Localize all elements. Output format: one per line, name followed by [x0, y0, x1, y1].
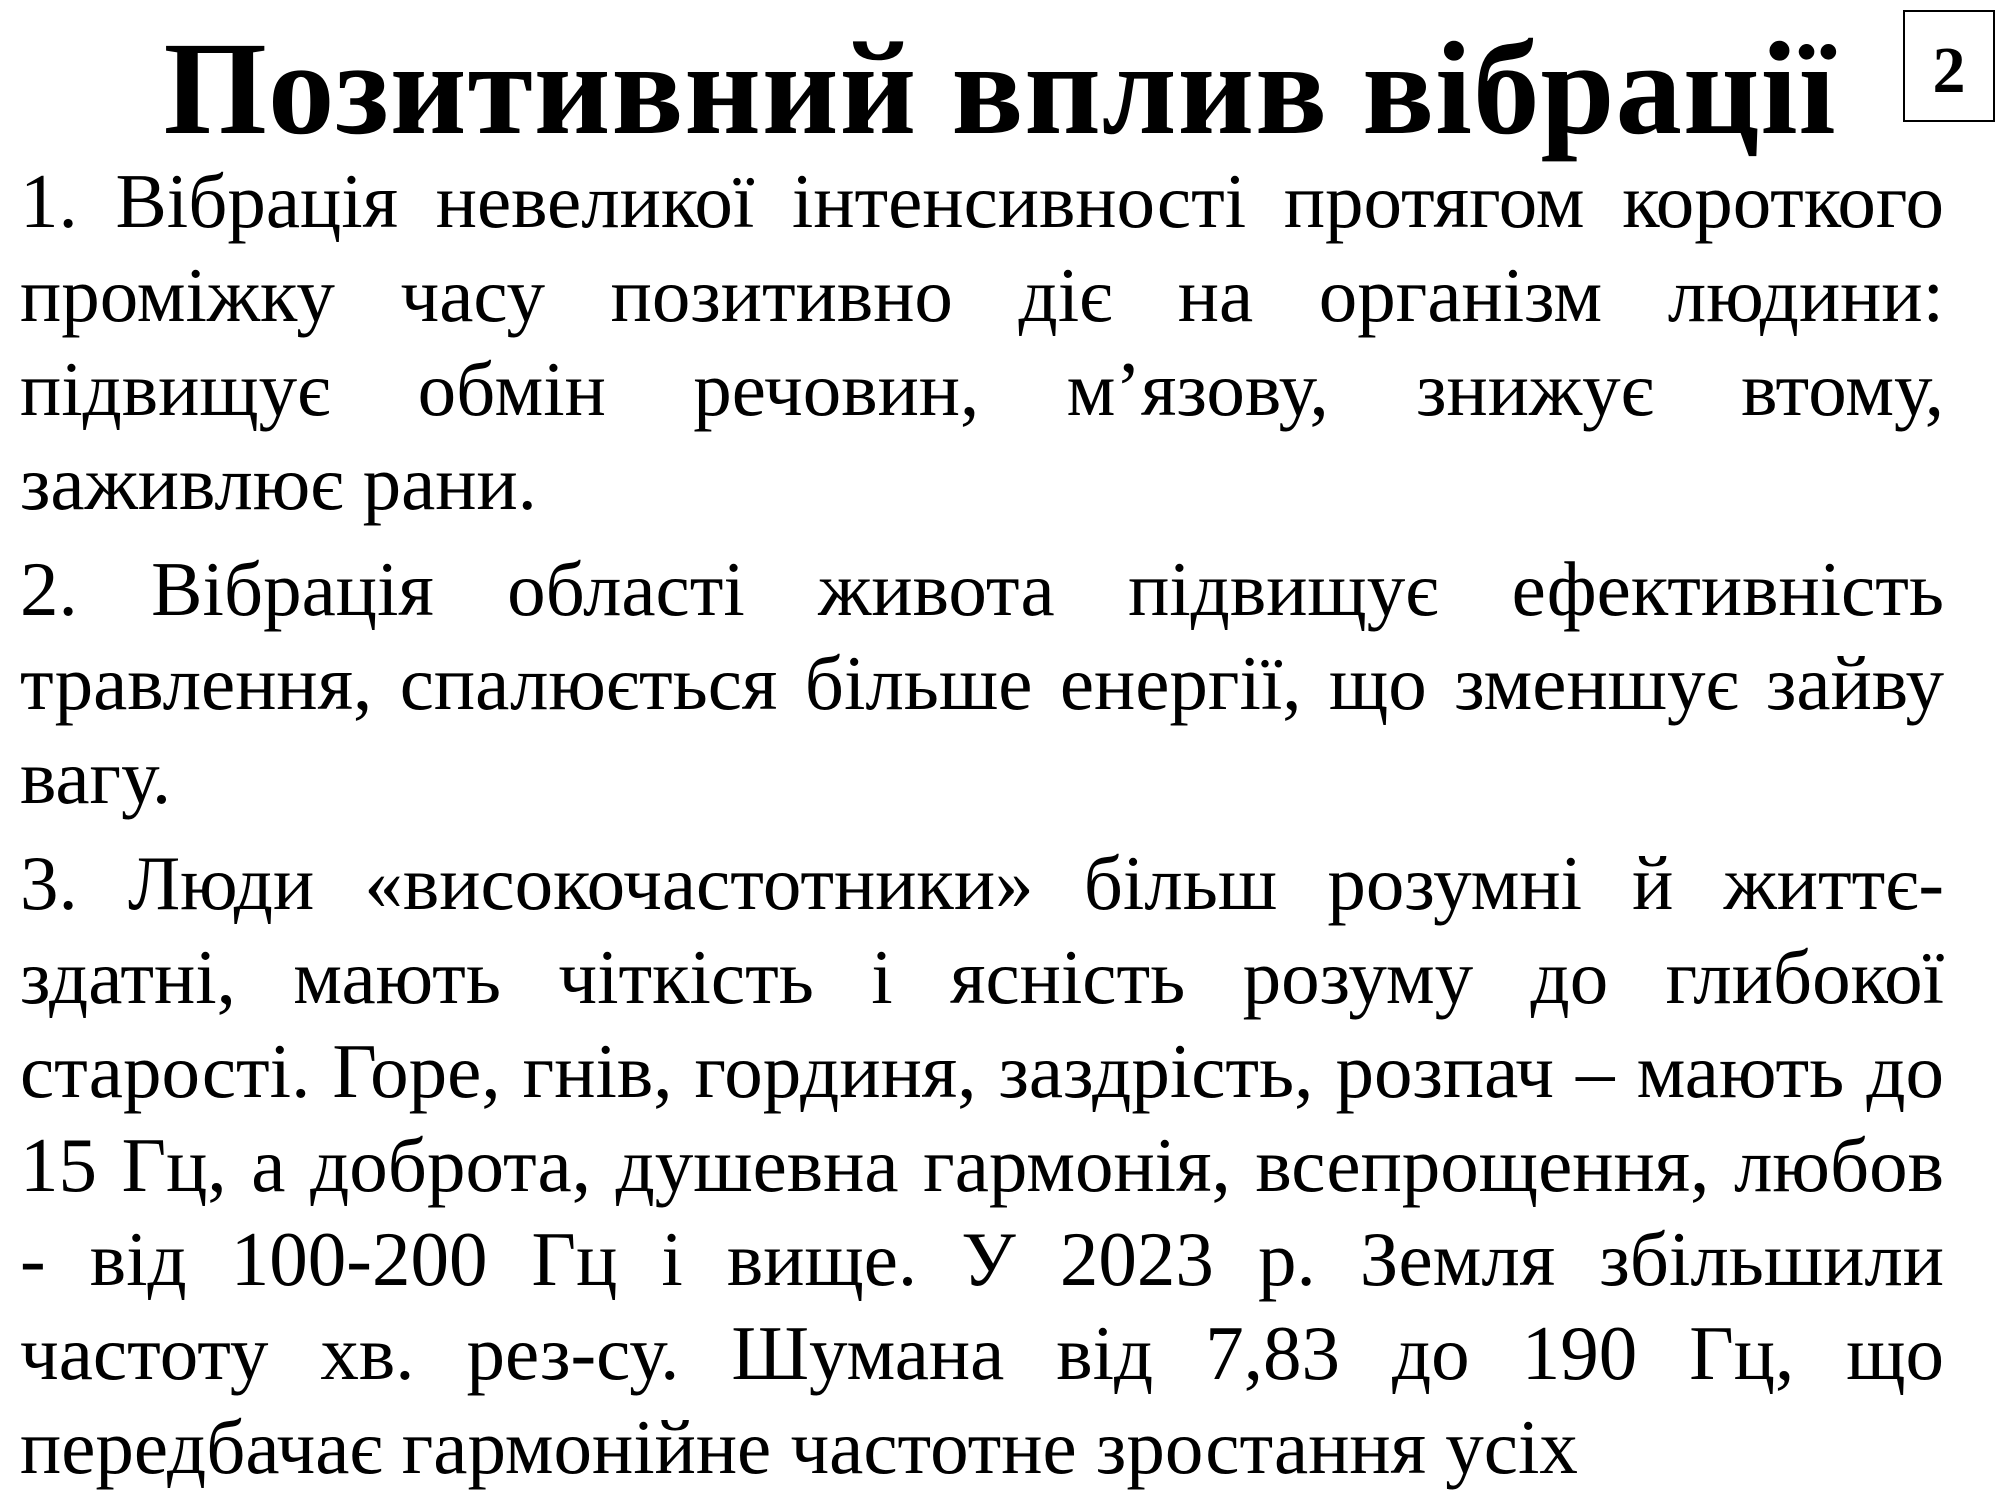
slide-title: Позитивний вплив вібрації	[163, 14, 1837, 162]
paragraph-1: 1. Вібрація невеликої інтенсивності протягом короткого проміжку часу позитивно діє на організм людини: підвищує обмін речовин, м’язову, знижує втому, заживлює рани.	[20, 158, 1944, 526]
paragraph-3: 3. Люди «високочастотники» більш розумні й життє-здатні, мають чіткість і ясність розуму до глибокої старості. Горе, гнів, гординя, заздрість, розпач – мають до 15 Гц, а доброта, душевна гармонія, всепрощення, любов - від 100-200 Гц і вище. У 2023 р. Земля збільшили частоту хв. рез-су. Шумана від 7,83 до 190 Гц, що передбачає гармонійне частотне зростання усіх	[20, 840, 1944, 1490]
page-number: 2	[1932, 34, 1966, 107]
paragraph-2: 2. Вібрація області живота підвищує ефективність травлення, спалюється більше енергії, що зменшує зайву вагу.	[20, 546, 1944, 820]
slide-body	[20, 154, 1944, 1506]
